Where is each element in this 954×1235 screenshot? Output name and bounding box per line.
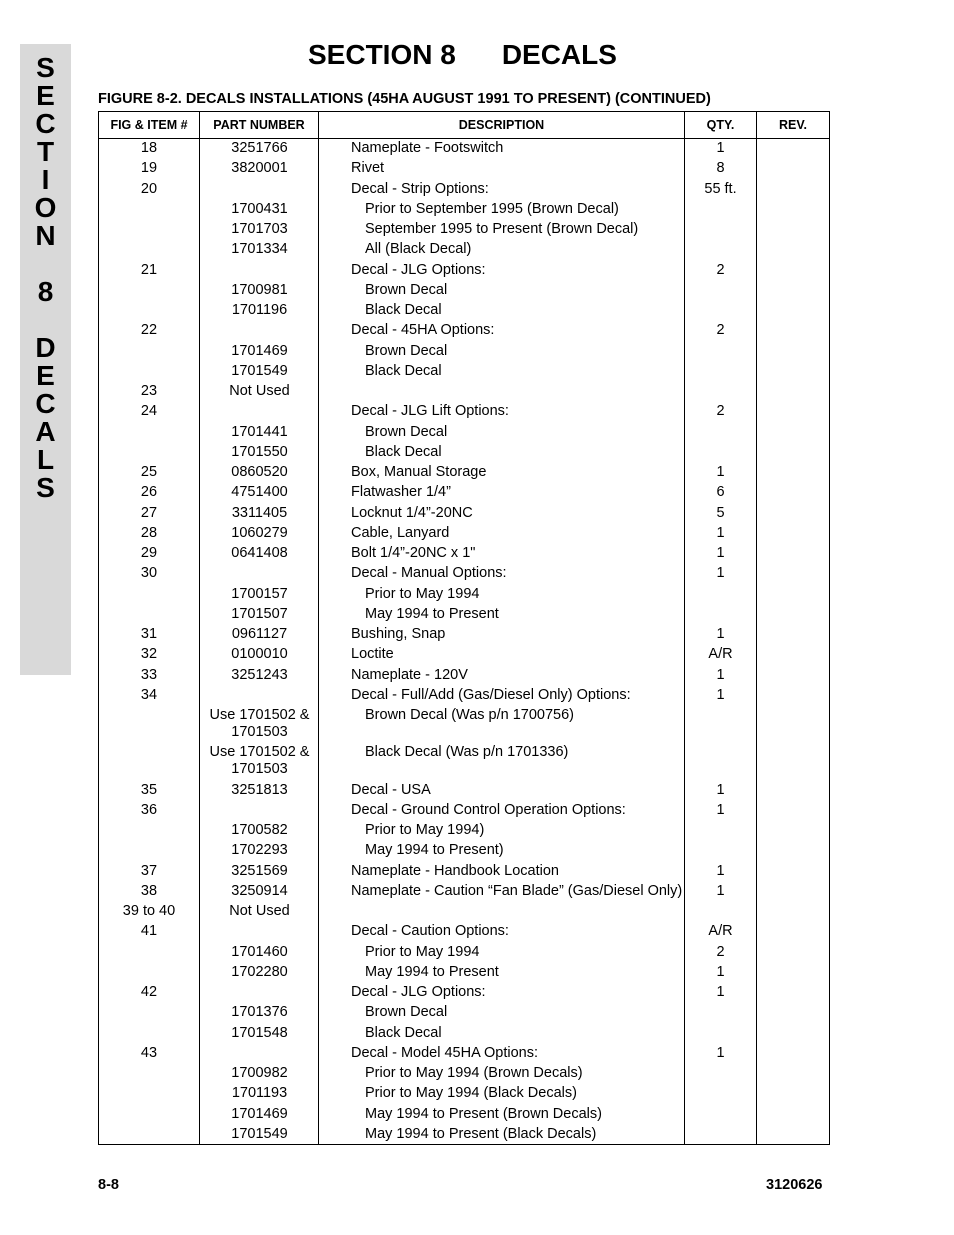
qty-cell: 55 ft. — [704, 180, 737, 197]
side-tab-letter: A — [35, 416, 56, 447]
header-fig-item: FIG & ITEM # — [110, 118, 188, 132]
header-rev: REV. — [778, 118, 808, 132]
figure-caption: FIGURE 8-2. DECALS INSTALLATIONS (45HA AUGUST 1991 TO PRESENT) (CONTINUED) — [98, 91, 711, 107]
description-cell: Black Decal — [365, 443, 442, 460]
part-number-cell: Use 1701502 & — [209, 707, 310, 723]
part-number-cell: 1701469 — [231, 1105, 288, 1122]
fig-item-cell: 27 — [140, 504, 158, 521]
fig-item-cell: 21 — [140, 261, 158, 278]
part-number-cell: 1700582 — [231, 822, 288, 838]
description-cell: Nameplate - Footswitch — [351, 140, 504, 156]
qty-cell: A/R — [708, 923, 733, 940]
description-cell: All (Black Decal) — [365, 241, 472, 258]
header-part-number: PART NUMBER — [213, 118, 305, 132]
description-cell: May 1994 to Present (Black Decals) — [365, 1125, 597, 1142]
description-cell: Decal - Strip Options: — [351, 180, 489, 197]
section-label: SECTION 8 — [308, 39, 456, 70]
part-number-cell: 1701548 — [231, 1024, 288, 1041]
qty-cell: 2 — [716, 403, 725, 420]
part-number-cell: 0860520 — [231, 464, 288, 480]
side-tab-letter: O — [34, 192, 57, 223]
part-number-cell: 1700982 — [231, 1065, 288, 1081]
part-number-cell: 1700431 — [231, 200, 288, 217]
qty-cell: 6 — [716, 484, 725, 501]
fig-item-cell: 37 — [140, 862, 158, 879]
qty-cell: 1 — [716, 1044, 725, 1061]
qty-cell: 1 — [716, 464, 725, 480]
description-cell: Decal - Ground Control Operation Options: — [351, 801, 626, 818]
description-cell: Brown Decal — [365, 1004, 448, 1021]
fig-item-cell: 22 — [140, 322, 158, 339]
description-cell: Cable, Lanyard — [351, 524, 450, 541]
description-cell: May 1994 to Present (Brown Decals) — [365, 1105, 602, 1122]
description-cell: Decal - Model 45HA Options: — [351, 1044, 538, 1061]
header-qty: QTY. — [706, 118, 735, 132]
part-number-cell: Use 1701502 & — [209, 744, 310, 761]
qty-cell: 1 — [716, 882, 725, 899]
header-description: DESCRIPTION — [458, 118, 545, 132]
fig-item-cell: 20 — [140, 180, 158, 197]
description-cell: Brown Decal (Was p/n 1700756) — [365, 707, 575, 723]
qty-cell: 1 — [716, 862, 725, 879]
part-number-cell: 1701469 — [231, 342, 288, 359]
page-number: 8-8 — [98, 1177, 119, 1193]
description-cell: Prior to September 1995 (Brown Decal) — [365, 200, 619, 217]
description-cell: Prior to May 1994) — [365, 822, 485, 838]
description-cell: Decal - Caution Options: — [351, 923, 509, 940]
description-cell: Nameplate - Caution “Fan Blade” (Gas/Diesel Only) — [351, 882, 683, 899]
qty-cell: 1 — [716, 524, 725, 541]
qty-cell: 5 — [716, 504, 725, 521]
description-cell: Nameplate - Handbook Location — [351, 862, 559, 879]
description-cell: May 1994 to Present — [365, 605, 499, 622]
description-cell: Rivet — [351, 160, 385, 177]
qty-cell: 1 — [716, 984, 725, 1000]
side-tab-letter: L — [36, 444, 55, 475]
side-tab-letter: T — [36, 136, 55, 167]
description-cell: Decal - Full/Add (Gas/Diesel Only) Options: — [351, 686, 631, 703]
part-number-cell: 3250914 — [231, 882, 288, 899]
column-divider — [756, 112, 757, 1144]
description-cell: Prior to May 1994 (Brown Decals) — [365, 1065, 583, 1081]
fig-item-cell: 38 — [140, 882, 158, 899]
fig-item-cell: 43 — [140, 1044, 158, 1061]
part-number-cell: 1701550 — [231, 443, 288, 460]
description-cell: Black Decal — [365, 362, 442, 379]
part-number-cell: 3251813 — [231, 781, 288, 798]
description-cell: May 1994 to Present) — [365, 842, 504, 859]
description-cell: Decal - USA — [351, 781, 431, 798]
description-cell: Decal - JLG Options: — [351, 984, 486, 1000]
description-cell: Brown Decal — [365, 342, 448, 359]
qty-cell: 1 — [716, 781, 725, 798]
description-cell: Locknut 1/4”-20NC — [351, 504, 473, 521]
fig-item-cell: 31 — [140, 626, 158, 642]
description-cell: Flatwasher 1/4” — [351, 484, 451, 501]
qty-cell: 1 — [716, 963, 725, 980]
description-cell: Black Decal — [365, 302, 442, 318]
part-number-cell: 1701507 — [231, 605, 288, 622]
part-number-cell: 3251766 — [231, 140, 288, 156]
fig-item-cell: 18 — [140, 140, 158, 156]
section-title: DECALS — [501, 39, 617, 70]
part-number-cell: 1701376 — [231, 1004, 288, 1021]
description-cell: Box, Manual Storage — [351, 464, 487, 480]
description-cell: Black Decal (Was p/n 1701336) — [365, 744, 569, 761]
side-tab-letter: N — [35, 220, 56, 251]
parts-table — [98, 111, 830, 1145]
part-number-cell: 1701549 — [231, 1125, 288, 1142]
qty-cell: 1 — [716, 565, 725, 582]
fig-item-cell: 24 — [140, 403, 158, 420]
description-cell: Decal - 45HA Options: — [351, 322, 495, 339]
fig-item-cell: 25 — [140, 464, 158, 480]
description-cell: September 1995 to Present (Brown Decal) — [365, 221, 639, 237]
description-cell: Bushing, Snap — [351, 626, 446, 642]
part-number-cell-line2: 1701503 — [231, 761, 288, 778]
fig-item-cell: 41 — [140, 923, 158, 940]
description-cell: Decal - Manual Options: — [351, 565, 507, 582]
description-cell: May 1994 to Present — [365, 963, 499, 980]
qty-cell: 1 — [716, 666, 725, 683]
description-cell: Bolt 1/4”-20NC x 1" — [351, 545, 476, 561]
description-cell: Decal - JLG Options: — [351, 261, 486, 278]
qty-cell: 1 — [716, 686, 725, 703]
part-number-cell: 1060279 — [231, 524, 288, 541]
fig-item-cell: 28 — [140, 524, 158, 541]
qty-cell: 2 — [716, 943, 725, 960]
part-number-cell: 0641408 — [231, 545, 288, 561]
fig-item-cell: 34 — [140, 686, 158, 703]
description-cell: Loctite — [351, 646, 394, 663]
part-number-cell-line2: 1701503 — [231, 724, 288, 740]
part-number-cell: Not Used — [229, 903, 290, 919]
side-tab-letter: I — [41, 164, 50, 195]
part-number-cell: 1702280 — [231, 963, 288, 980]
fig-item-cell: 26 — [140, 484, 158, 501]
side-tab-letter: D — [35, 332, 56, 363]
side-tab-letter: E — [36, 360, 55, 391]
side-tab-letter: E — [36, 80, 55, 111]
part-number-cell: 1701460 — [231, 943, 288, 960]
qty-cell: A/R — [708, 646, 733, 663]
part-number-cell: 3311405 — [231, 504, 288, 521]
qty-cell: 2 — [716, 322, 725, 339]
qty-cell: 8 — [716, 160, 725, 177]
qty-cell: 1 — [716, 626, 725, 642]
fig-item-cell: 30 — [140, 565, 158, 582]
part-number-cell: 1701196 — [231, 302, 288, 318]
description-cell: Black Decal — [365, 1024, 442, 1041]
part-number-cell: 1701334 — [231, 241, 288, 258]
part-number-cell: 4751400 — [231, 484, 288, 501]
qty-cell: 1 — [716, 545, 725, 561]
part-number-cell: 1700157 — [231, 585, 288, 602]
side-tab-letter: C — [35, 108, 56, 139]
qty-cell: 1 — [716, 140, 725, 156]
description-cell: Nameplate - 120V — [351, 666, 468, 683]
fig-item-cell: 23 — [140, 383, 158, 399]
fig-item-cell: 19 — [140, 160, 158, 177]
qty-cell: 2 — [716, 261, 725, 278]
part-number-cell: 1701193 — [231, 1085, 288, 1102]
side-tab-letter: C — [35, 388, 56, 419]
description-cell: Brown Decal — [365, 423, 448, 440]
description-cell: Brown Decal — [365, 281, 448, 298]
side-tab-letter: S — [36, 52, 55, 83]
part-number-cell: 3820001 — [231, 160, 288, 177]
part-number-cell: 3251569 — [231, 862, 288, 879]
part-number-cell: 0961127 — [231, 626, 288, 642]
description-cell: Prior to May 1994 — [365, 585, 480, 602]
part-number-cell: 1702293 — [231, 842, 288, 859]
part-number-cell: 3251243 — [231, 666, 288, 683]
page-title — [308, 38, 617, 72]
part-number-cell: 1700981 — [231, 281, 288, 298]
fig-item-cell: 33 — [140, 666, 158, 683]
qty-cell: 1 — [716, 801, 725, 818]
part-number-cell: 0100010 — [231, 646, 288, 663]
description-cell: Decal - JLG Lift Options: — [351, 403, 509, 420]
fig-item-cell: 42 — [140, 984, 158, 1000]
fig-item-cell: 32 — [140, 646, 158, 663]
part-number-cell: 1701703 — [231, 221, 288, 237]
part-number-cell: Not Used — [229, 383, 290, 399]
part-number-cell: 1701441 — [231, 423, 288, 440]
section-side-tab — [20, 44, 71, 675]
description-cell: Prior to May 1994 (Black Decals) — [365, 1085, 577, 1102]
fig-item-cell: 35 — [140, 781, 158, 798]
fig-item-cell: 36 — [140, 801, 158, 818]
side-tab-letter: 8 — [37, 276, 54, 307]
document-number: 3120626 — [766, 1177, 823, 1193]
description-cell: Prior to May 1994 — [365, 943, 480, 960]
fig-item-cell: 39 to 40 — [122, 903, 176, 919]
fig-item-cell: 29 — [140, 545, 158, 561]
part-number-cell: 1701549 — [231, 362, 288, 379]
side-tab-letter: S — [36, 472, 55, 503]
